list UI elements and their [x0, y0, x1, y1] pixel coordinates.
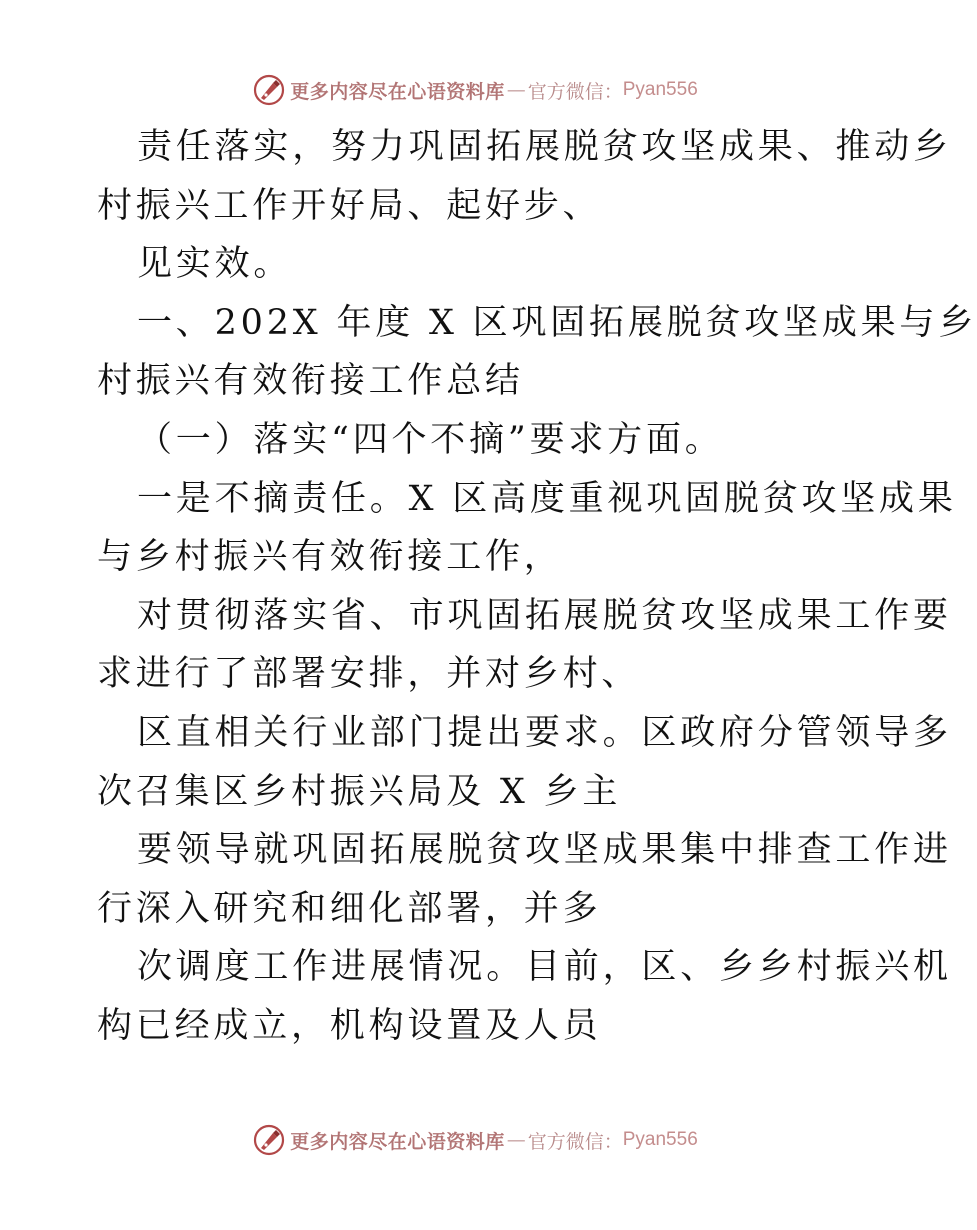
text-line: 行深入研究和细化部署，并多 — [97, 888, 602, 929]
text-line: 次调度工作进展情况。目前，区、乡乡村振兴机 — [137, 947, 952, 988]
text-line: 见实效。 — [137, 244, 293, 285]
watermark-separator: — — [506, 1129, 526, 1151]
watermark-label: 官方微信： — [527, 1130, 623, 1153]
text-line: 与乡村振兴有效衔接工作， — [97, 537, 563, 578]
text-line: 村振兴工作开好局、起好步、 — [97, 185, 602, 226]
watermark-label: 官方微信： — [527, 80, 623, 103]
text-line: 一是不摘责任。X 区高度重视巩固脱贫攻坚成果 — [137, 478, 957, 519]
pen-nib-logo-icon — [252, 1123, 286, 1157]
text-line: 要领导就巩固拓展脱贫攻坚成果集中排查工作进 — [137, 830, 952, 871]
document-body — [97, 118, 977, 1056]
watermark-footer — [0, 1120, 950, 1160]
text-line: 求进行了部署安排，并对乡村、 — [97, 654, 641, 695]
text-line: 次召集区乡村振兴局及 X 乡主 — [97, 771, 622, 812]
watermark-brand: 更多内容尽在心语资料库 — [290, 80, 505, 103]
text-line: 一、202X 年度 X 区巩固拓展脱贫攻坚成果与乡 — [137, 302, 977, 343]
text-line: 对贯彻落实省、市巩固拓展脱贫攻坚成果工作要 — [137, 595, 952, 636]
pen-nib-logo-icon — [252, 73, 286, 107]
text-line: 区直相关行业部门提出要求。区政府分管领导多 — [137, 712, 952, 753]
watermark-separator: — — [506, 79, 526, 101]
watermark-wechat-id: Pyan556 — [622, 79, 698, 100]
text-line: 构已经成立，机构设置及人员 — [97, 1005, 602, 1046]
text-line: 村振兴有效衔接工作总结 — [97, 361, 524, 402]
watermark-wechat-id: Pyan556 — [622, 1129, 698, 1150]
watermark-brand: 更多内容尽在心语资料库 — [290, 1130, 505, 1153]
text-line: （一）落实“四个不摘”要求方面。 — [137, 419, 724, 460]
watermark-header — [0, 70, 950, 110]
text-line: 责任落实，努力巩固拓展脱贫攻坚成果、推动乡 — [137, 127, 952, 167]
